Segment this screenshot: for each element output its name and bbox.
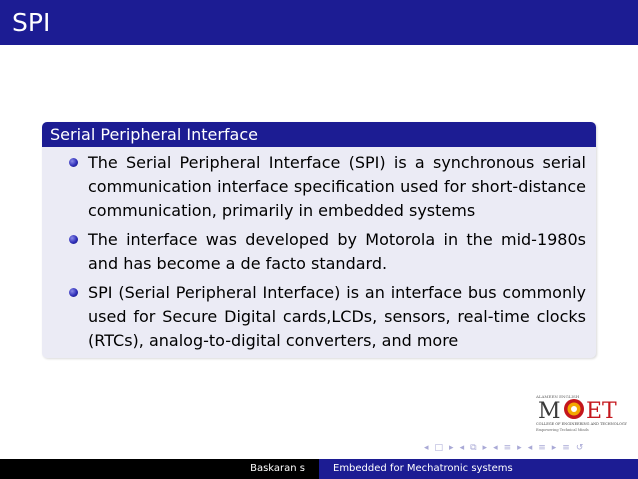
block-body [42,147,596,353]
nav-section-prev-icon[interactable]: ◂ [493,443,498,453]
nav-subsection-icon[interactable]: ⧉ [470,443,477,453]
nav-frame-icon[interactable]: □ [434,443,444,453]
nav-slide-prev-icon[interactable]: ◂ [527,443,533,453]
footer-author: Baskaran s [0,459,319,479]
content-block [42,122,596,358]
nav-frame-next-icon[interactable]: ▸ [449,443,454,453]
title-bar [0,0,638,45]
nav-search-icon[interactable]: ↺ [575,443,584,453]
list-item-text: The Serial Peripheral Interface (SPI) is a synchronous serial communication interface specification used for short-distance communication, primarily in embedded systems [88,153,586,220]
svg-text:M: M [538,399,561,421]
logo-subtitle: COLLEGE OF ENGINEERING AND TECHNOLOGY [536,422,627,426]
nav-slide-next-icon[interactable]: ▸ [551,443,557,453]
list-item-text: The interface was developed by Motorola in the mid-1980s and has become a de facto standard. [88,230,586,273]
logo-tagline: ALAMEEN ENGLISH [536,394,580,399]
slide-title: SPI [12,8,51,37]
beamer-navigation [424,443,583,453]
nav-section-next-icon[interactable]: ▸ [517,443,522,453]
block-header: Serial Peripheral Interface [42,122,596,147]
mcet-logo-mark [536,397,628,421]
list-item [66,228,586,276]
bullet-icon [69,288,78,297]
bullet-icon [69,158,78,167]
nav-section-icon[interactable]: ≡ [503,443,512,453]
list-item [66,281,586,353]
footer [0,459,638,479]
footer-short-title: Embedded for Mechatronic systems [319,459,638,479]
nav-slide-icon[interactable]: ≡ [538,443,546,453]
logo-motto: Empowering Technical Minds [536,428,589,432]
nav-subsection-next-icon[interactable]: ▸ [482,443,488,453]
nav-align-icon[interactable]: ≡ [562,443,570,453]
nav-subsection-prev-icon[interactable]: ◂ [459,443,465,453]
nav-frame-prev-icon[interactable]: ◂ [424,443,429,453]
bullet-icon [69,235,78,244]
list-item-text: SPI (Serial Peripheral Interface) is an interface bus commonly used for Secure Digital cards,LCDs, sensors, real-time clocks (RTCs), analog-to-digital converters, and more [88,283,586,350]
svg-text:ET: ET [586,399,617,421]
list-item [66,151,586,223]
college-logo [536,394,628,440]
